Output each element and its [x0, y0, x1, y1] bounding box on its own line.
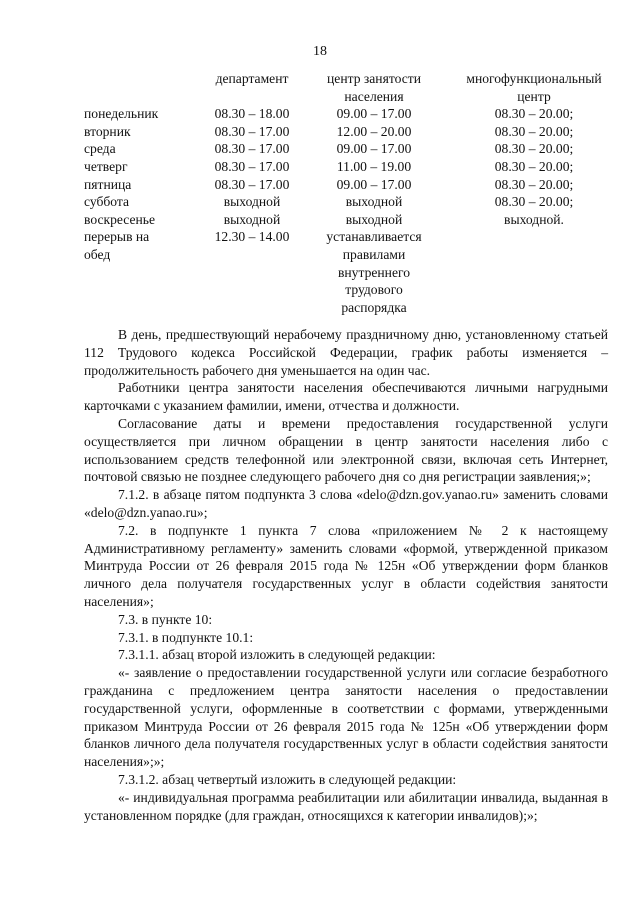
employment-center-cell: 12.00 – 20.00: [336, 123, 412, 139]
paragraph: 7.3.1.2. абзац четвертый изложить в следующей редакции:: [118, 771, 457, 787]
body-text: [84, 326, 608, 824]
employment-center-cell: выходной: [345, 194, 403, 210]
day-cell: четверг: [84, 158, 128, 174]
employment-center-cell: выходной: [345, 211, 403, 227]
mfc-cell: 08.30 – 20.00;: [494, 106, 574, 122]
mfc-cell: выходной.: [504, 211, 564, 227]
mfc-column: [446, 70, 622, 228]
employment-center-cell: 09.00 – 17.00: [336, 106, 412, 122]
paragraph: 7.3.1. в подпункте 10.1:: [118, 629, 254, 645]
day-cell: пятница: [84, 176, 132, 192]
department-header: департамент: [215, 71, 289, 86]
department-cell: 08.30 – 17.00: [214, 141, 290, 157]
mfc-cell: 08.30 – 20.00;: [494, 194, 574, 210]
employment-center-cell: 09.00 – 17.00: [336, 176, 412, 192]
paragraph: Работники центра занятости населения обеспечиваются личными нагрудными карточками с указанием фамилии, имени, отчества и должности.: [84, 380, 608, 414]
mfc-cell: 08.30 – 20.00;: [494, 141, 574, 157]
department-cell: 08.30 – 17.00: [214, 123, 290, 139]
day-header: [84, 70, 196, 105]
department-cell: выходной: [223, 211, 281, 227]
paragraph: «- заявление о предоставлении государственной услуги или согласие безработного гражданина с предложением центра занятости населения о предоставлении государственной услуги, оформленные в соответствии с формами, утвержденными приказом Минтруда России от 26 февраля 2015 года № 125н «Об утверждении форм бланков личного дела получателя государственных услуг в области содействия занятости населения»;»;: [84, 665, 608, 770]
employment-center-cell: 09.00 – 17.00: [336, 141, 412, 157]
department-cell: 08.30 – 17.00: [214, 176, 290, 192]
employment-center-header: центр занятости населения: [327, 71, 421, 104]
department-cell: 08.30 – 18.00: [214, 106, 290, 122]
day-cell: вторник: [84, 123, 131, 139]
paragraph: Согласование даты и времени предоставления государственной услуги осуществляется при личном обращении в центр занятости населения либо с использованием средств телефонной или электронной связи, включая сеть Интернет, почтовой связью не позднее следующего рабочего дня со дня регистрации заявления;»;: [84, 415, 608, 485]
employment-center-column: [318, 70, 430, 316]
department-column: [196, 70, 308, 246]
paragraph: 7.3. в пункте 10:: [118, 611, 213, 627]
header-gap: [196, 88, 308, 106]
employment-center-cell: устанавливается правилами внутреннего трудового распорядка: [326, 229, 422, 315]
page-number: 18: [313, 44, 327, 59]
day-cell: среда: [84, 141, 116, 157]
department-cell: 12.30 – 14.00: [214, 229, 290, 245]
paragraph: «- индивидуальная программа реабилитации или абилитации инвалида, выданная в установленном порядке (для граждан, относящихся к категории инвалидов);»;: [84, 789, 608, 823]
department-cell: 08.30 – 17.00: [214, 158, 290, 174]
day-cell: понедельник: [84, 106, 159, 122]
mfc-header: многофункциональный центр: [466, 71, 602, 104]
day-column: [84, 70, 196, 264]
paragraph: 7.1.2. в абзаце пятом подпункта 3 слова «delo@dzn.gov.yanao.ru» заменить словами «delo@dzn.yanao.ru»;: [84, 487, 608, 520]
paragraph: 7.3.1.1. абзац второй изложить в следующей редакции:: [118, 647, 436, 663]
mfc-cell: 08.30 – 20.00;: [494, 123, 574, 139]
department-cell: выходной: [223, 194, 281, 210]
employment-center-cell: 11.00 – 19.00: [336, 158, 412, 174]
paragraph: В день, предшествующий нерабочему праздничному дню, установленному статьей 112 Трудового кодекса Российской Федерации, график работы изменяется – продолжительность рабочего дня уменьшается на один час.: [84, 327, 608, 378]
day-cell: воскресенье: [84, 211, 156, 227]
paragraph: 7.2. в подпункте 1 пункта 7 слова «приложением № 2 к настоящему Административному регламенту» заменить словами «формой, утвержденной приказом Минтруда России от 26 февраля 2015 года № 125н «Об утверждении форм бланков личного дела получателя государственных услуг в области содействия занятости населения»;: [84, 522, 608, 609]
day-cell: перерыв на обед: [84, 229, 150, 262]
mfc-cell: 08.30 – 20.00;: [494, 158, 574, 174]
mfc-cell: 08.30 – 20.00;: [494, 176, 574, 192]
day-cell: суббота: [84, 194, 130, 210]
